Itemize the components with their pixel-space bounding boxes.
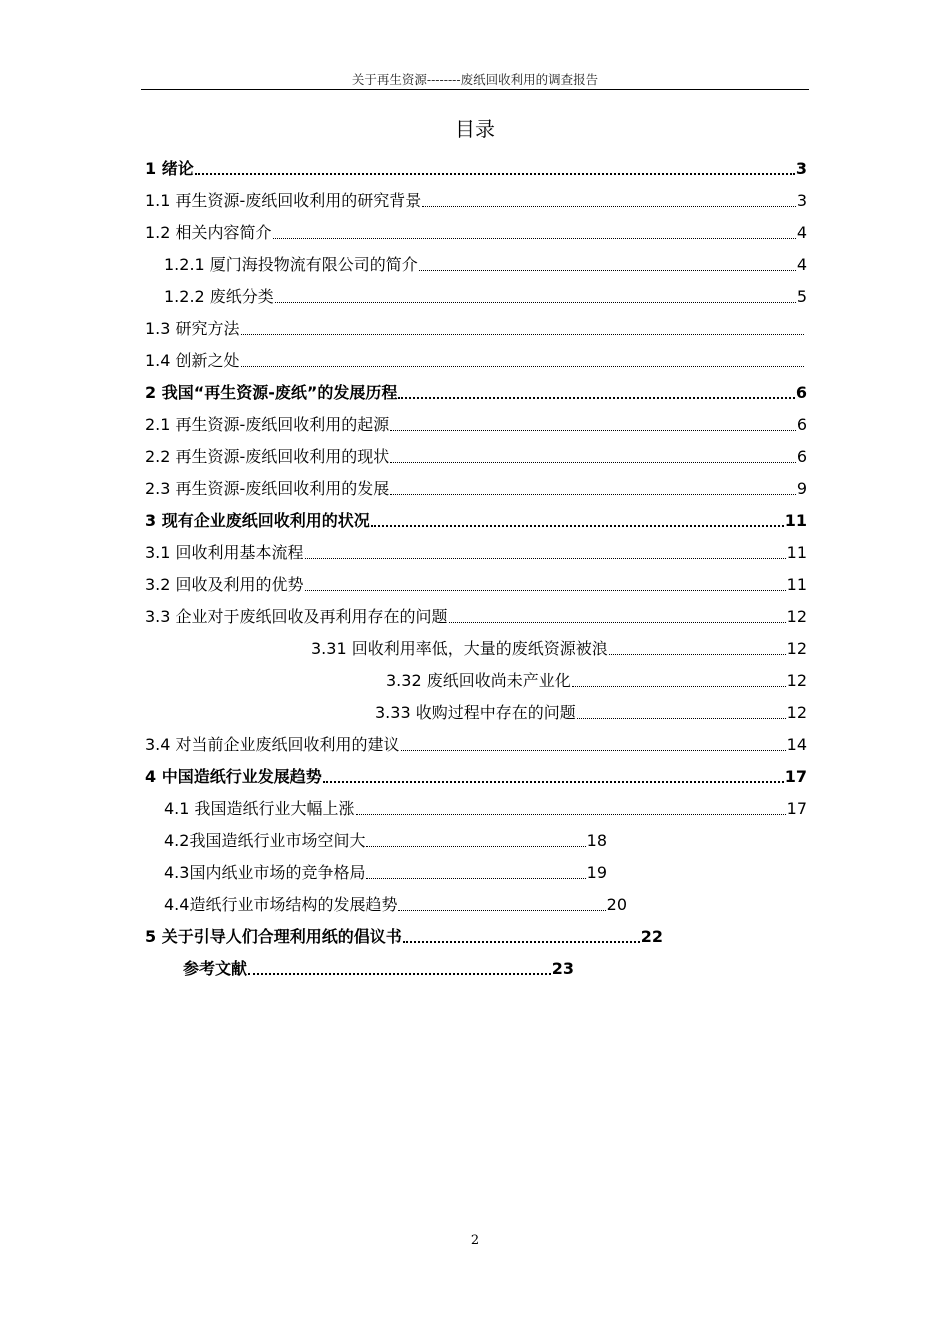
toc-entry-label: 4.4造纸行业市场结构的发展趋势: [164, 895, 398, 914]
toc-entry-3-3[interactable]: [145, 604, 807, 628]
toc-entry-page: 11: [786, 543, 807, 562]
dot-leader: [398, 894, 605, 916]
dot-leader: [390, 446, 796, 468]
toc-entry-page: 23: [551, 959, 574, 978]
dot-leader: [305, 574, 786, 596]
dot-leader: [356, 798, 786, 820]
toc-entry-label: 1.2.1 厦门海投物流有限公司的简介: [164, 255, 418, 274]
dot-leader: [390, 478, 796, 500]
dot-leader: [248, 958, 551, 980]
toc-entry-references[interactable]: [183, 956, 574, 980]
toc-entry-label: 1.2 相关内容简介: [145, 223, 272, 242]
toc-entry-label: 1.2.2 废纸分类: [164, 287, 274, 306]
toc-entry-page: 9: [796, 479, 807, 498]
toc-entry-label: 2 我国“再生资源-废纸”的发展历程: [145, 383, 398, 402]
dot-leader: [275, 286, 796, 308]
dot-leader: [366, 862, 585, 884]
toc-entry-page: 17: [786, 799, 807, 818]
toc-entry-chapter-2[interactable]: [145, 380, 807, 404]
toc-entry-1-2-1[interactable]: [164, 252, 807, 276]
toc-entry-label: 3 现有企业废纸回收利用的状况: [145, 511, 370, 530]
toc-entry-label: 2.3 再生资源-废纸回收利用的发展: [145, 479, 390, 498]
toc-entry-chapter-5[interactable]: [145, 924, 663, 948]
toc-entry-label: 3.32 废纸回收尚未产业化: [386, 671, 571, 690]
dot-leader: [398, 382, 794, 404]
toc-entry-3-2[interactable]: [145, 572, 807, 596]
dot-leader: [323, 766, 784, 788]
dot-leader: [273, 222, 796, 244]
toc-entry-label: 3.33 收购过程中存在的问题: [375, 703, 576, 722]
toc-entry-4-3[interactable]: [164, 860, 607, 884]
toc-entry-page: 4: [796, 223, 807, 242]
toc-entry-2-1[interactable]: [145, 412, 807, 436]
toc-entry-page: 5: [796, 287, 807, 306]
dot-leader: [366, 830, 585, 852]
toc-entry-3-4[interactable]: [145, 732, 807, 756]
toc-entry-chapter-1[interactable]: [145, 156, 807, 180]
toc-entry-4-1[interactable]: [164, 796, 807, 820]
toc-entry-page: 11: [786, 575, 807, 594]
toc-entry-page: 12: [786, 671, 807, 690]
dot-leader: [419, 254, 796, 276]
toc-entry-page: 12: [786, 703, 807, 722]
dot-leader: [390, 414, 796, 436]
dot-leader: [609, 638, 786, 660]
toc-entry-chapter-3[interactable]: [145, 508, 807, 532]
dot-leader: [241, 318, 804, 340]
page-header: 关于再生资源--------废纸回收利用的调查报告: [141, 70, 809, 90]
toc-entry-page: 3: [796, 191, 807, 210]
dot-leader: [577, 702, 786, 724]
toc-entry-1-3[interactable]: [145, 316, 805, 340]
toc-entry-2-3[interactable]: [145, 476, 807, 500]
toc-entry-label: 2.2 再生资源-废纸回收利用的现状: [145, 447, 390, 466]
toc-entry-page: 6: [796, 447, 807, 466]
toc-entry-label: 4.2我国造纸行业市场空间大: [164, 831, 366, 850]
toc-entry-3-32[interactable]: [386, 668, 807, 692]
toc-entry-page: 22: [640, 927, 663, 946]
toc-entry-label: 参考文献: [183, 959, 248, 978]
toc-entry-label: 4.1 我国造纸行业大幅上涨: [164, 799, 355, 818]
toc-entry-label: 3.2 回收及利用的优势: [145, 575, 304, 594]
toc-entry-3-1[interactable]: [145, 540, 807, 564]
dot-leader: [422, 190, 796, 212]
toc-entry-page: 6: [795, 383, 807, 402]
toc-entry-3-33[interactable]: [375, 700, 807, 724]
dot-leader: [572, 670, 786, 692]
toc-entry-page: 12: [786, 639, 807, 658]
dot-leader: [449, 606, 786, 628]
toc-entry-page: 12: [786, 607, 807, 626]
toc-entry-page: 14: [786, 735, 807, 754]
toc-entry-2-2[interactable]: [145, 444, 807, 468]
toc-entry-page: 20: [606, 895, 627, 914]
toc-entry-label: 3.31 回收利用率低，大量的废纸资源被浪: [311, 639, 608, 658]
toc-entry-label: 1.3 研究方法: [145, 319, 240, 338]
toc-title: 目录: [455, 117, 495, 141]
toc-entry-page: 3: [795, 159, 807, 178]
toc-entry-page: 19: [586, 863, 607, 882]
toc-entry-1-2[interactable]: [145, 220, 807, 244]
toc-entry-chapter-4[interactable]: [145, 764, 807, 788]
dot-leader: [371, 510, 784, 532]
toc-entry-3-31[interactable]: [311, 636, 807, 660]
dot-leader: [305, 542, 786, 564]
dot-leader: [403, 926, 640, 948]
toc-entry-label: 3.4 对当前企业废纸回收利用的建议: [145, 735, 400, 754]
toc-entry-label: 1 绪论: [145, 159, 194, 178]
toc-entry-1-2-2[interactable]: [164, 284, 807, 308]
toc-entry-1-4[interactable]: [145, 348, 805, 372]
toc-entry-page: 6: [796, 415, 807, 434]
toc-entry-label: 1.4 创新之处: [145, 351, 240, 370]
toc-entry-4-4[interactable]: [164, 892, 627, 916]
toc-entry-1-1[interactable]: [145, 188, 807, 212]
page-number: 2: [470, 1233, 480, 1248]
toc-entry-page: 4: [796, 255, 807, 274]
toc-entry-label: 5 关于引导人们合理利用纸的倡议书: [145, 927, 402, 946]
toc-entry-label: 3.3 企业对于废纸回收及再利用存在的问题: [145, 607, 448, 626]
dot-leader: [241, 350, 804, 372]
toc-entry-label: 4 中国造纸行业发展趋势: [145, 767, 322, 786]
toc-entry-page: 11: [784, 511, 807, 530]
toc-entry-label: 2.1 再生资源-废纸回收利用的起源: [145, 415, 390, 434]
dot-leader: [195, 158, 795, 180]
toc-entry-page: 17: [784, 767, 807, 786]
toc-entry-label: 3.1 回收利用基本流程: [145, 543, 304, 562]
toc-entry-label: 1.1 再生资源-废纸回收利用的研究背景: [145, 191, 422, 210]
toc-entry-4-2[interactable]: [164, 828, 607, 852]
toc-entry-page: 18: [586, 831, 607, 850]
dot-leader: [401, 734, 786, 756]
toc-entry-label: 4.3国内纸业市场的竞争格局: [164, 863, 366, 882]
